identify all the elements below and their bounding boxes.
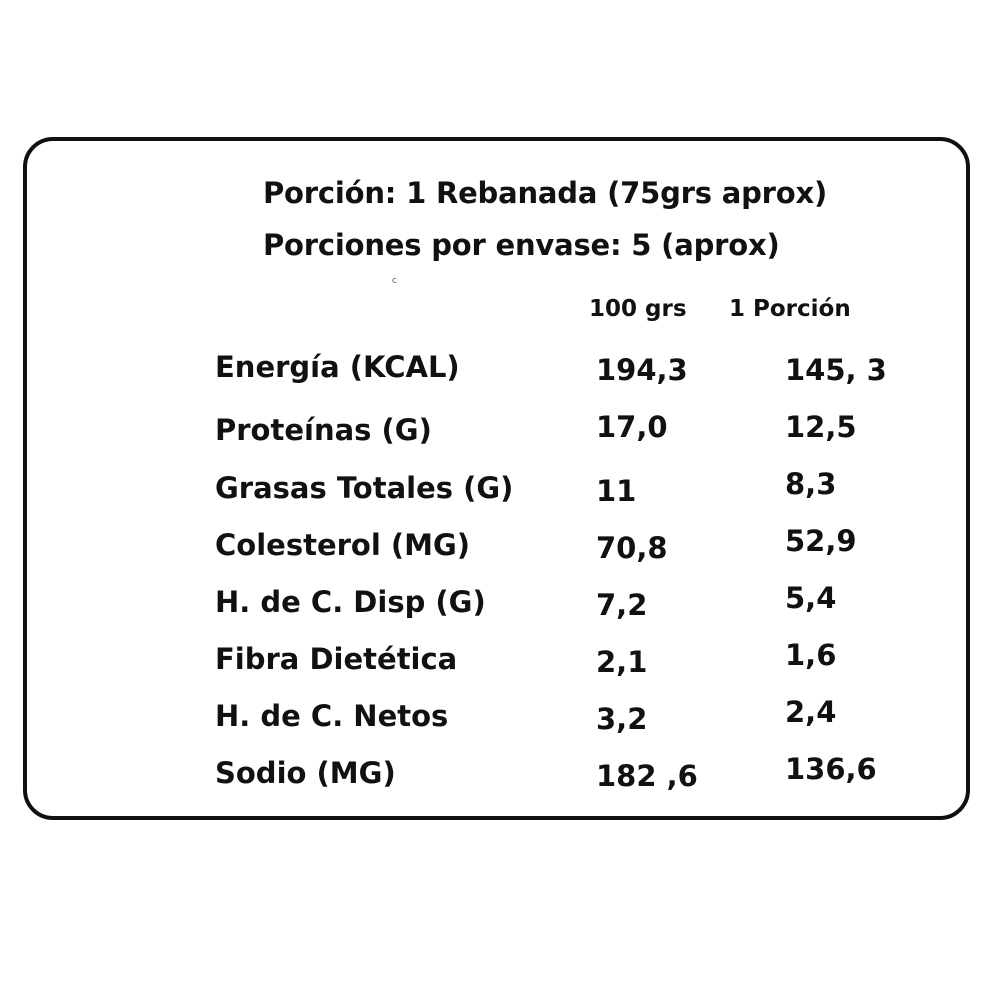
row-fiber-per100: 2,1 — [596, 645, 648, 679]
row-protein-portion: 12,5 — [785, 410, 857, 444]
row-fiber-label: Fibra Dietética — [215, 642, 458, 676]
row-protein-per100: 17,0 — [596, 410, 668, 444]
row-net-carbs-label: H. de C. Netos — [215, 699, 449, 733]
row-cholesterol-per100: 70,8 — [596, 531, 668, 565]
portions-per-pack-line: Porciones por envase: 5 (aprox) — [263, 228, 780, 262]
row-carbs-available-portion: 5,4 — [785, 581, 837, 615]
column-header-100g: 100 grs — [589, 296, 687, 322]
row-protein-label: Proteínas (G) — [215, 413, 432, 447]
row-energy-portion: 145, 3 — [785, 353, 887, 387]
row-sodium-portion: 136,6 — [785, 752, 877, 786]
row-cholesterol-label: Colesterol (MG) — [215, 528, 471, 562]
row-sodium-label: Sodio (MG) — [215, 756, 396, 790]
row-fiber-portion: 1,6 — [785, 638, 837, 672]
column-header-portion: 1 Porción — [729, 296, 851, 322]
row-energy-label: Energía (KCAL) — [215, 350, 460, 384]
row-fat-label: Grasas Totales (G) — [215, 471, 514, 505]
row-net-carbs-per100: 3,2 — [596, 702, 648, 736]
row-carbs-available-label: H. de C. Disp (G) — [215, 585, 486, 619]
row-net-carbs-portion: 2,4 — [785, 695, 837, 729]
row-carbs-available-per100: 7,2 — [596, 588, 648, 622]
row-fat-per100: 11 — [596, 474, 637, 508]
row-fat-portion: 8,3 — [785, 467, 837, 501]
row-sodium-per100: 182 ,6 — [596, 759, 698, 793]
stray-mark: c — [392, 276, 397, 286]
row-energy-per100: 194,3 — [596, 353, 688, 387]
row-cholesterol-portion: 52,9 — [785, 524, 857, 558]
portion-size-line: Porción: 1 Rebanada (75grs aprox) — [263, 176, 828, 210]
